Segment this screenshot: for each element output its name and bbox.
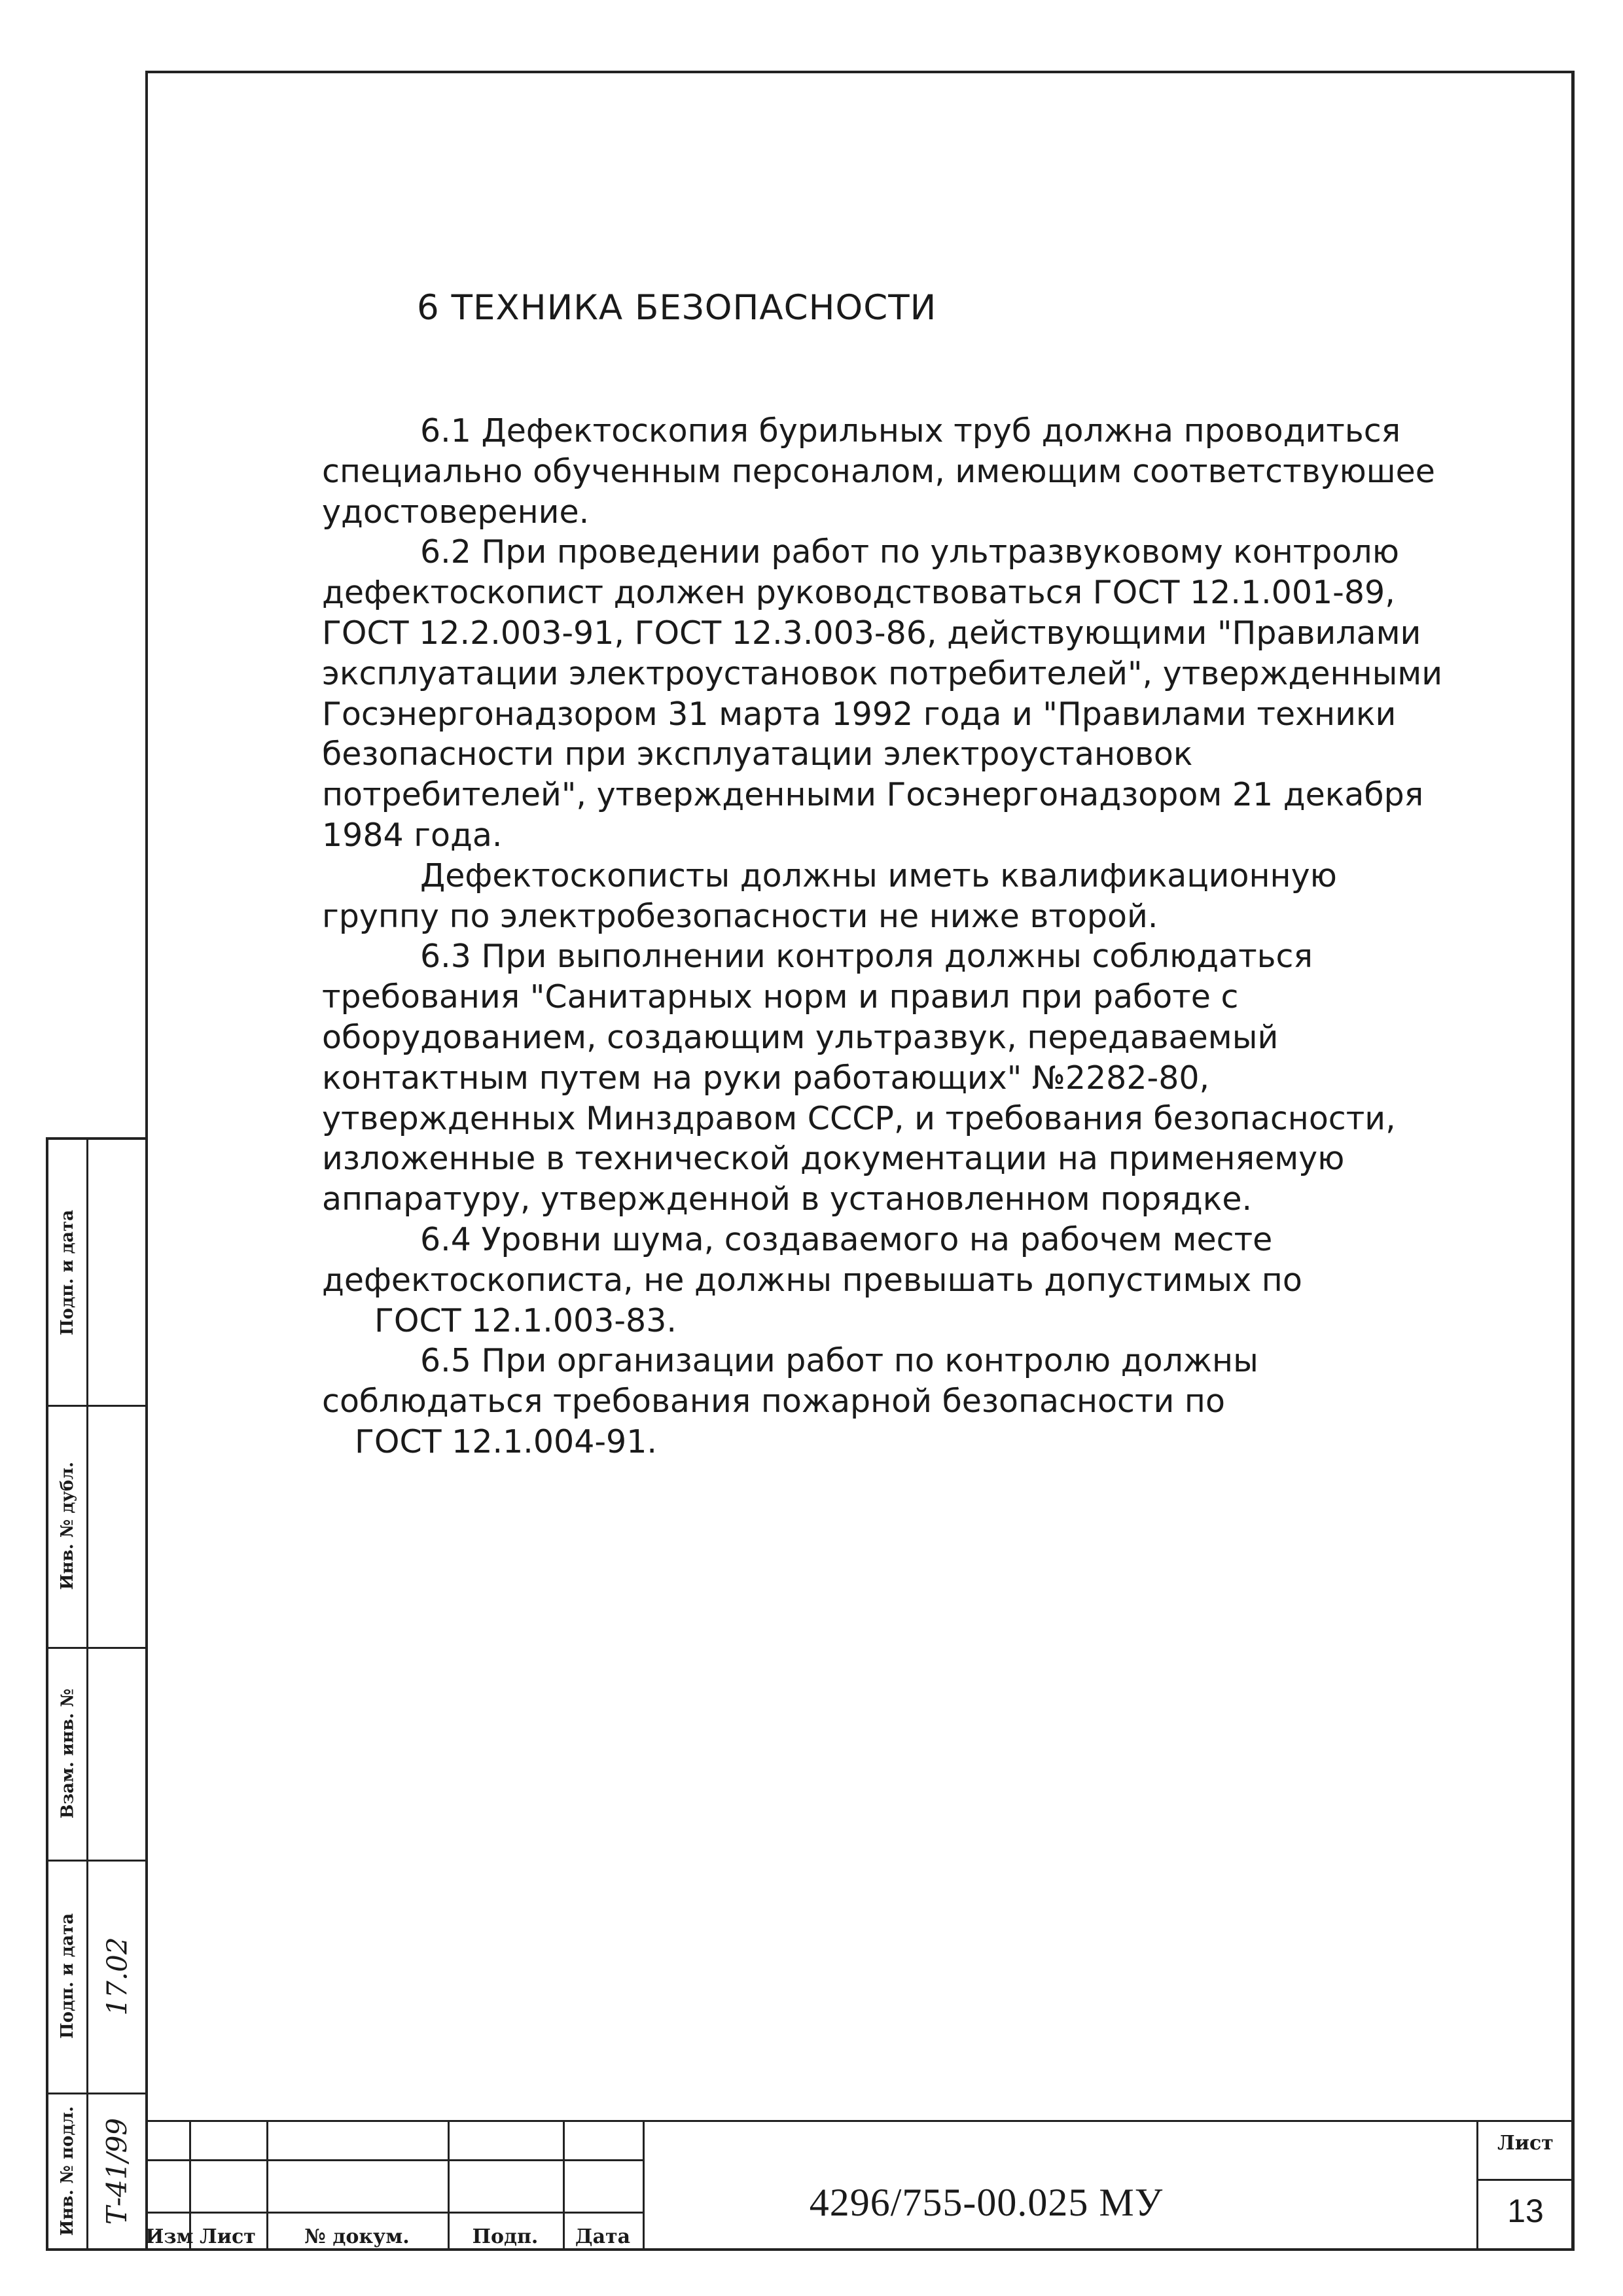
header-signature: Подп. bbox=[472, 2225, 539, 2248]
paragraph-6-2-qualification: Дефектоскописты должны иметь квалификационную группу по электробезопасности не ниже второй. bbox=[322, 857, 1337, 935]
sheet-number: 13 bbox=[1507, 2193, 1544, 2229]
paragraph-6-1: 6.1 Дефектоскопия бурильных труб должна проводиться специально обученным персоналом, имеющим соответствуюшее удостоверение. bbox=[322, 412, 1435, 531]
handwritten-signature-date: 17.02 bbox=[101, 1936, 134, 2016]
header-date: Дата bbox=[575, 2225, 631, 2248]
stamp-label-original-inventory: Инв. № подл. bbox=[58, 2106, 78, 2236]
stamp-label-replace-inventory: Взам. инв. № bbox=[58, 1688, 78, 1818]
title-block bbox=[145, 2120, 1575, 2251]
header-sheet: Лист bbox=[200, 2225, 256, 2248]
stamp-label-sign-date-top: Подп. и дата bbox=[58, 1209, 78, 1335]
header-change: Изм bbox=[145, 2225, 194, 2248]
side-stamp bbox=[46, 1137, 145, 2251]
paragraph-6-4-gost: ГОСТ 12.1.003-83. bbox=[374, 1301, 677, 1339]
document-number: 4296/755-00.025 МУ bbox=[809, 2181, 1164, 2224]
paragraph-6-4: 6.4 Уровни шума, создаваемого на рабочем месте дефектоскописта, не должны превышать допустимых по bbox=[322, 1220, 1302, 1299]
paragraph-6-5: 6.5 При организации работ по контролю должны соблюдаться требования пожарной безопасности по bbox=[322, 1342, 1258, 1421]
header-document: № докум. bbox=[304, 2225, 410, 2248]
section-heading: 6 ТЕХНИКА БЕЗОПАСНОСТИ bbox=[417, 288, 937, 328]
stamp-label-dup-inventory: Инв. № дубл. bbox=[58, 1462, 77, 1590]
paragraph-6-2: 6.2 При проведении работ по ультразвуковому контролю дефектоскопист должен руководствоваться ГОСТ 12.1.001-89, ГОСТ 12.2.003-91, ГОСТ 12.3.003-86, действующими "Правилами эксплуатации электроустановок потребителей", утвержденными Госэнергонадзором 31 марта 1992 года и "Правилами техники безопасности при эксплуатации электроустановок потребителей", утвержденными Госэнергонадзором 21 декабря 1984 года. bbox=[322, 533, 1443, 854]
section-body bbox=[322, 411, 1448, 1462]
handwritten-inventory-number: Т-41/99 bbox=[101, 2117, 134, 2225]
paragraph-6-5-gost: ГОСТ 12.1.004-91. bbox=[355, 1422, 657, 1460]
sheet-label: Лист bbox=[1497, 2132, 1554, 2155]
stamp-label-sign-date: Подп. и дата bbox=[58, 1913, 78, 2039]
paragraph-6-3: 6.3 При выполнении контроля должны соблюдаться требования "Санитарных норм и правил при работе с оборудованием, создающим ультразвук, передаваемый контактным путем на руки работающих" №2282-80, утвержденных Минздравом СССР, и требования безопасности, изложенные в технической документации на применяемую аппаратуру, утвержденной в установленном порядке. bbox=[322, 938, 1396, 1218]
